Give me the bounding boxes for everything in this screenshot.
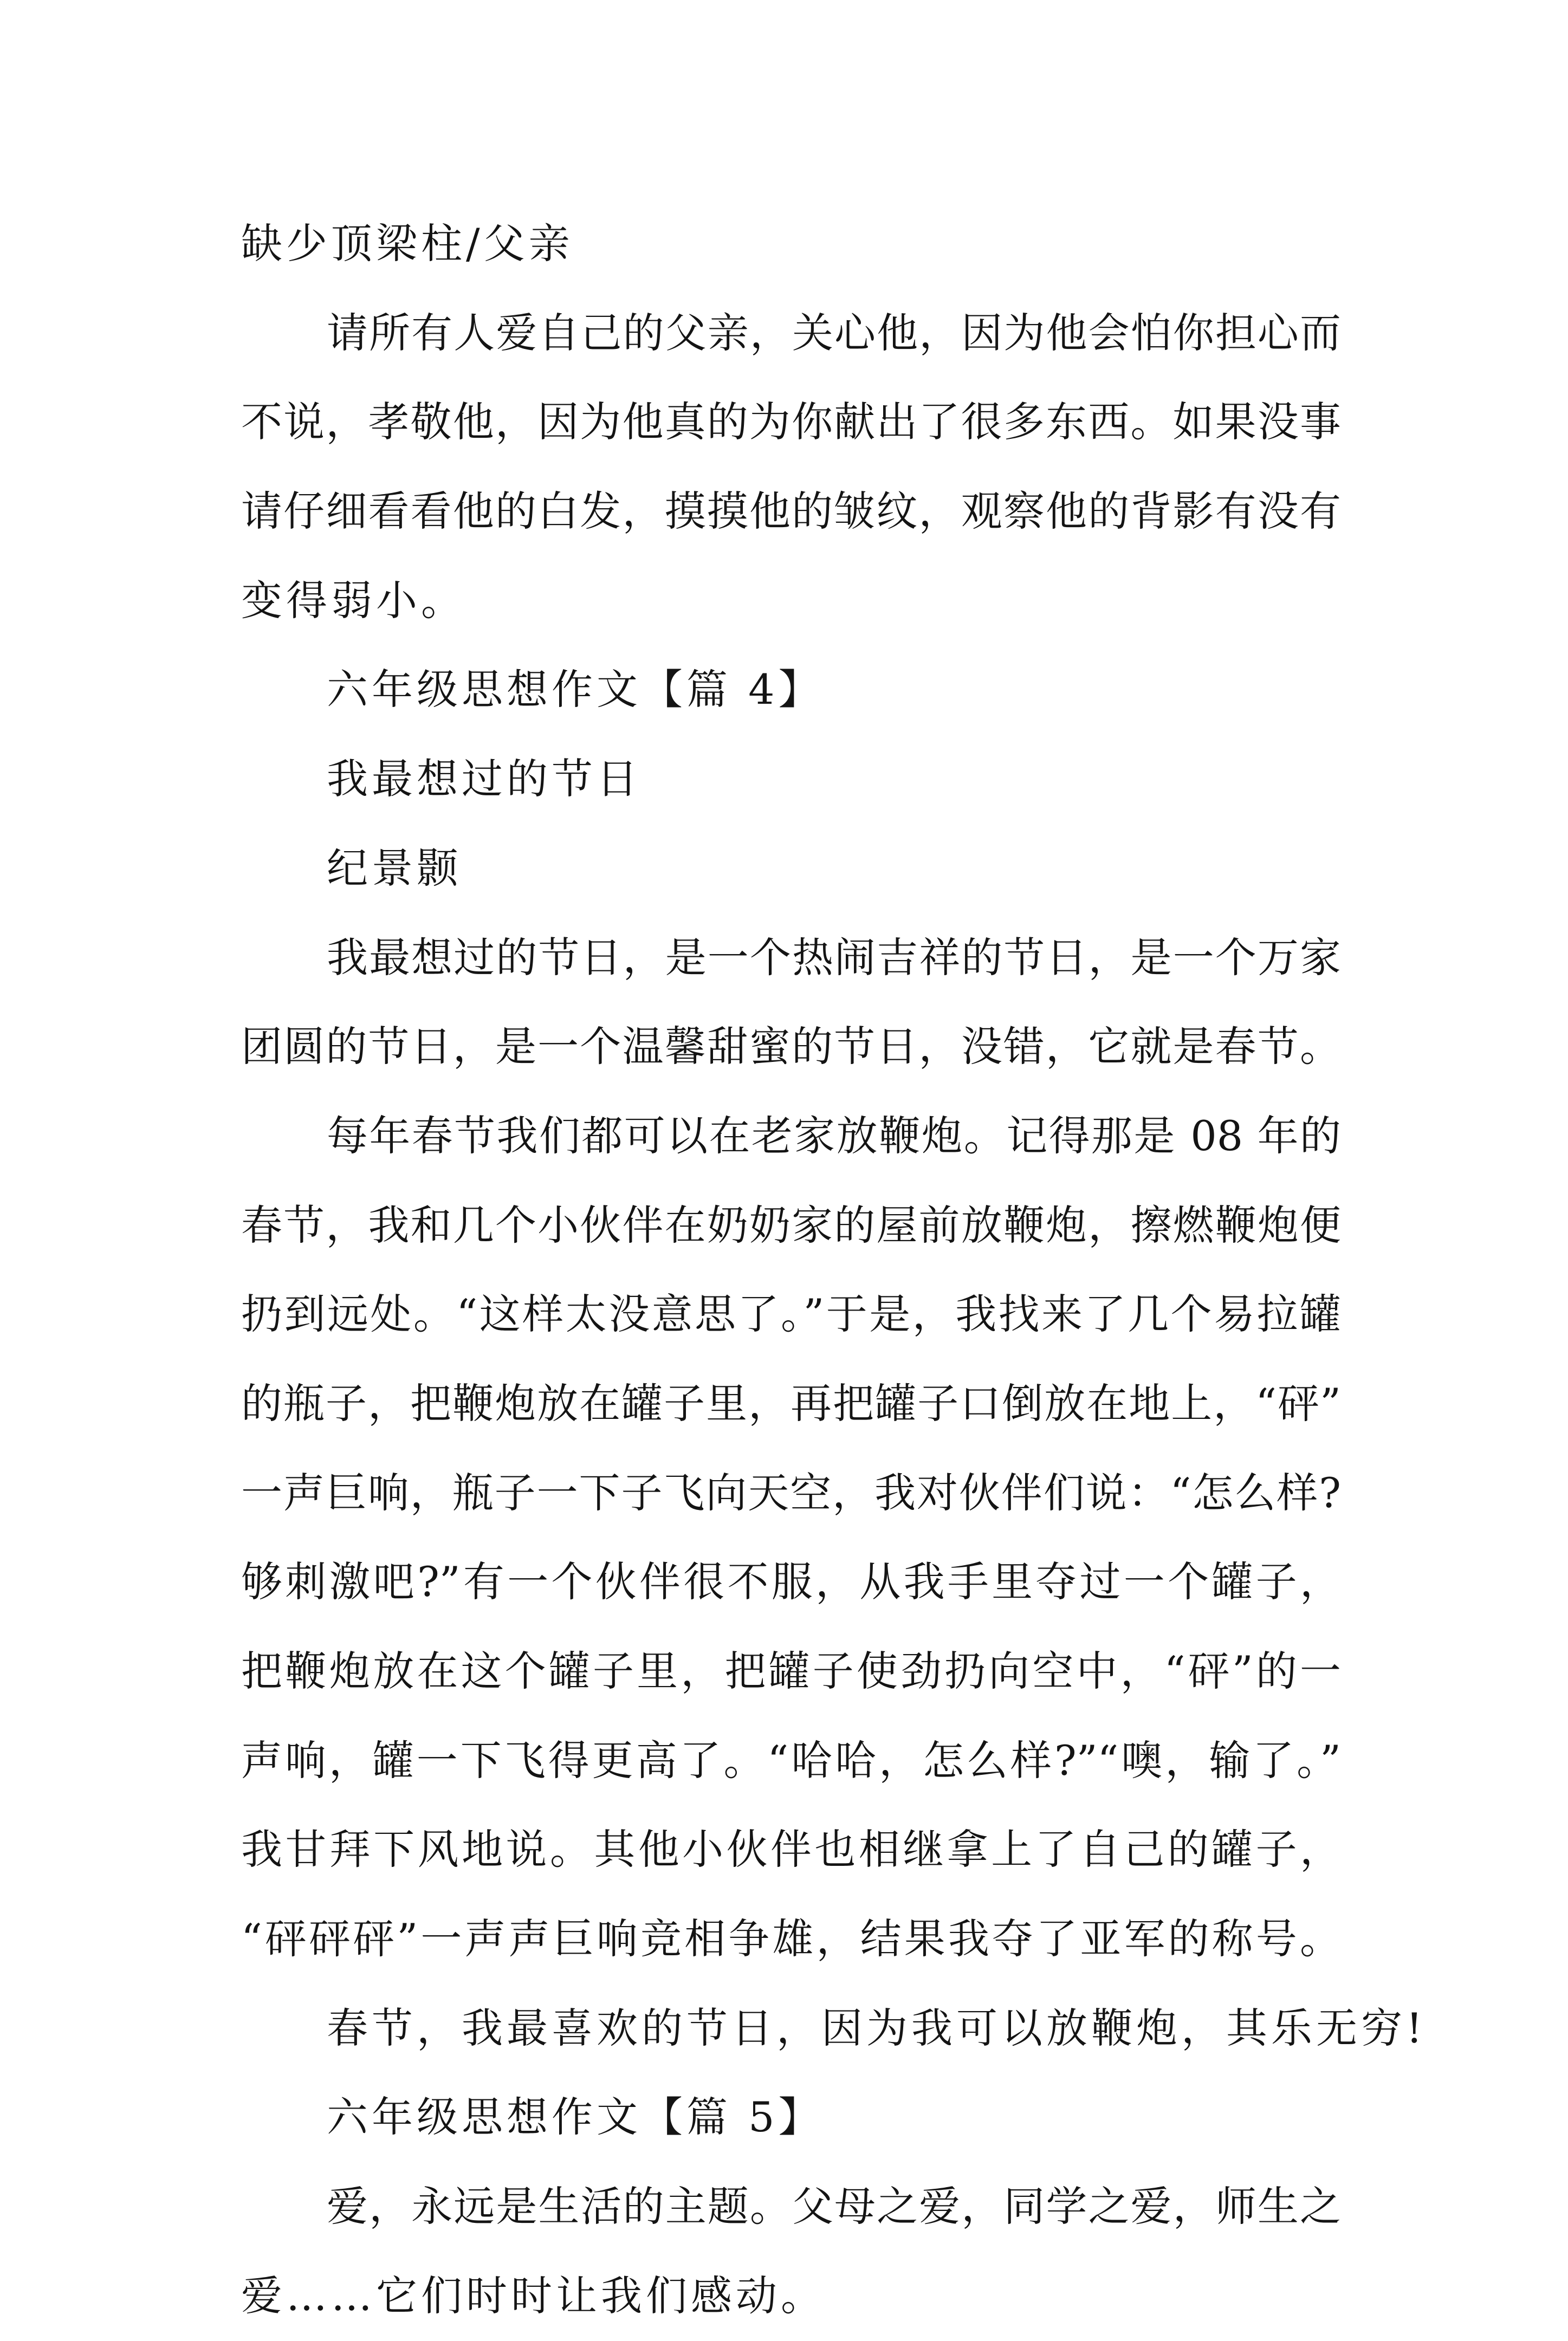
paragraph-line: 声响，罐一下飞得更高了。“哈哈，怎么样?”“噢，输了。”	[241, 1736, 1341, 1785]
author-name: 纪景颢	[327, 844, 462, 892]
paragraph-line: “砰砰砰”一声声巨响竞相争雄，结果我夺了亚军的称号。	[241, 1915, 1341, 1963]
paragraph-line: 一声巨响，瓶子一下子飞向天空，我对伙伴们说：“怎么样?	[241, 1468, 1341, 1517]
paragraph-line: 春节，我最喜欢的节日，因为我可以放鞭炮，其乐无穷!	[327, 2003, 1427, 2052]
paragraph-line: 爱……它们时时让我们感动。	[241, 2271, 826, 2320]
paragraph-line: 够刺激吧?”有一个伙伴很不服，从我手里夺过一个罐子，	[241, 1558, 1341, 1606]
paragraph-line: 不说，孝敬他，因为他真的为你献出了很多东西。如果没事	[241, 398, 1341, 446]
paragraph-line: 变得弱小。	[241, 576, 466, 625]
author-line: 缺少顶梁柱/父亲	[241, 219, 574, 268]
article-text	[241, 199, 1427, 2341]
paragraph-line: 扔到远处。“这样太没意思了。”于是，我找来了几个易拉罐	[241, 1290, 1341, 1339]
section-heading: 六年级思想作文【篇 5】	[327, 2093, 824, 2142]
paragraph-line: 的瓶子，把鞭炮放在罐子里，再把罐子口倒放在地上，“砰”	[241, 1379, 1341, 1428]
essay-title: 我最想过的节日	[327, 755, 642, 803]
paragraph-line: 春节，我和几个小伙伴在奶奶家的屋前放鞭炮，擦燃鞭炮便	[241, 1201, 1341, 1249]
paragraph-line: 我最想过的节日，是一个热闹吉祥的节日，是一个万家	[327, 933, 1341, 982]
paragraph-line: 团圆的节日，是一个温馨甜蜜的节日，没错，它就是春节。	[241, 1022, 1341, 1071]
paragraph-line: 每年春节我们都可以在老家放鞭炮。记得那是 08 年的	[327, 1111, 1341, 1160]
paragraph-line: 请所有人爱自己的父亲，关心他，因为他会怕你担心而	[327, 308, 1341, 357]
paragraph-line: 把鞭炮放在这个罐子里，把罐子使劲扔向空中，“砰”的一	[241, 1647, 1341, 1695]
paragraph-line: 爱，永远是生活的主题。父母之爱，同学之爱，师生之	[327, 2182, 1341, 2231]
paragraph-line: 我甘拜下风地说。其他小伙伴也相继拿上了自己的罐子，	[241, 1825, 1341, 1874]
paragraph-line: 请仔细看看他的白发，摸摸他的皱纹，观察他的背影有没有	[241, 487, 1341, 536]
section-heading: 六年级思想作文【篇 4】	[327, 665, 824, 714]
